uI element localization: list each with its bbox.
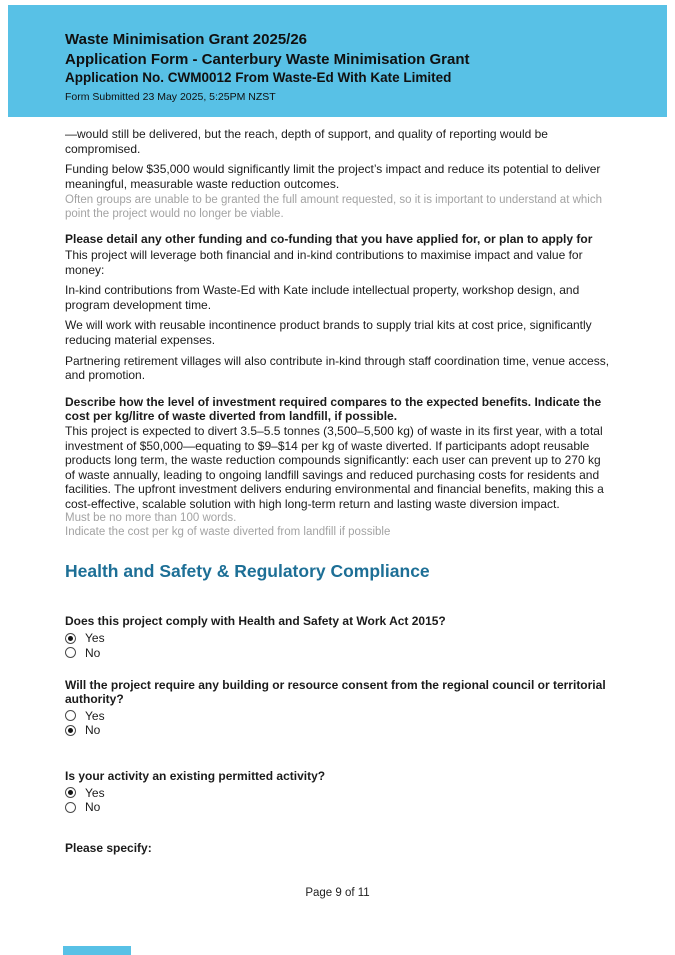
radio-option-label: Yes [85, 631, 105, 646]
radio-button-icon[interactable] [65, 633, 76, 644]
application-number: Application No. CWM0012 From Waste-Ed With Kate Limited [65, 70, 452, 85]
question-label: Does this project comply with Health and Safety at Work Act 2015? [65, 614, 446, 629]
hint-cost-per-kg: Indicate the cost per kg of waste diverted from landfill if possible [65, 526, 391, 539]
radio-option-label: No [85, 645, 101, 660]
radio-option-yes[interactable] [65, 631, 612, 645]
radio-button-icon[interactable] [65, 787, 76, 798]
radio-option-label: No [85, 800, 101, 815]
radio-option-label: No [85, 723, 101, 738]
form-title: Application Form - Canterbury Waste Minimisation Grant [65, 50, 470, 68]
hint-word-limit: Must be no more than 100 words. [65, 512, 237, 525]
paragraph-compromised: —would still be delivered, but the reach, depth of support, and quality of reporting would be compromised. [65, 127, 548, 156]
form-submitted-timestamp: Form Submitted 23 May 2025, 5:25PM NZST [65, 91, 276, 103]
radio-option-no[interactable] [65, 723, 612, 737]
section-heading-health-safety: Health and Safety & Regulatory Compliance [65, 561, 430, 582]
radio-button-icon[interactable] [65, 710, 76, 721]
radio-option-yes[interactable] [65, 709, 612, 723]
paragraph-funding-below: Funding below $35,000 would significantly limit the project’s impact and reduce its potential to deliver meaningful, measurable waste reduction outcomes. [65, 162, 601, 191]
radio-button-icon[interactable] [65, 647, 76, 658]
question-building-consent [65, 678, 612, 738]
answer-funding-p4: Partnering retirement villages will also contribute in-kind through staff coordination time, venue access, and promotion. [65, 353, 610, 383]
question-label: Will the project require any building or resource consent from the regional council or territorial authority? [65, 677, 606, 707]
question-label: Is your activity an existing permitted activity? [65, 769, 326, 784]
radio-option-label: Yes [85, 708, 105, 723]
answer-funding-p1: This project will leverage both financial and in-kind contributions to maximise impact and value for money: [65, 247, 583, 277]
hint-often-groups: Often groups are unable to be granted the full amount requested, so it is important to understand at which point the project would no longer be viable. [65, 194, 602, 221]
radio-button-icon[interactable] [65, 802, 76, 813]
label-please-specify: Please specify: [65, 841, 152, 856]
radio-option-yes[interactable] [65, 786, 612, 800]
page-indicator: Page 9 of 11 [305, 887, 370, 899]
answer-funding-p2: In-kind contributions from Waste-Ed with Kate include intellectual property, workshop design, and program development time. [65, 283, 580, 312]
radio-option-no[interactable] [65, 800, 612, 814]
label-other-funding: Please detail any other funding and co-funding that you have applied for, or plan to apply for [65, 232, 593, 247]
question-permitted-activity [65, 769, 612, 814]
next-page-header-strip [63, 946, 131, 955]
grant-title: Waste Minimisation Grant 2025/26 [65, 31, 308, 48]
radio-option-label: Yes [85, 785, 105, 800]
label-investment-benefits: Describe how the level of investment required compares to the expected benefits. Indicate the cost per kg/litre of waste diverted from landfill, if possible. [65, 394, 602, 424]
radio-option-no[interactable] [65, 646, 612, 660]
answer-funding-p3: We will work with reusable incontinence product brands to supply trial kits at cost price, significantly reducing material expenses. [65, 318, 592, 347]
page-content [65, 127, 612, 856]
form-header-band [8, 5, 667, 117]
answer-investment: This project is expected to divert 3.5–5.5 tonnes (3,500–5,500 kg) of waste in its first year, with a total investment of $50,000—equating to $9–$14 per kg of waste diverted. If participants adopt reusable products long term, the waste reduction compounds significantly: each user can prevent up to 270 kg of waste annually, leading to ongoing landfill savings and reduced purchasing costs for residents and facilities. The upfront investment delivers enduring environmental and financial benefits, making this a cost-effective, scalable solution with high long-term return and lasting waste diversion impact. [65, 423, 604, 511]
question-health-safety-act [65, 614, 612, 659]
radio-button-icon[interactable] [65, 725, 76, 736]
